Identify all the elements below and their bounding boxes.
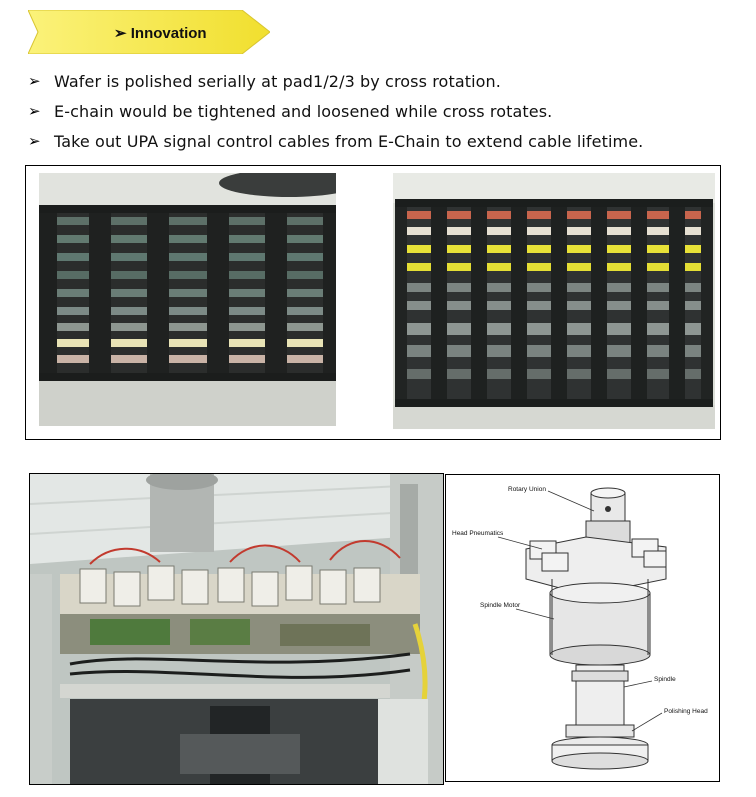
list-item: [28, 66, 748, 96]
machine-photo-frame: [29, 473, 444, 785]
bullet-arrow-icon: ➢: [28, 102, 41, 120]
bullet-arrow-icon: ➢: [28, 132, 41, 150]
banner-label: Innovation: [130, 25, 207, 42]
label-spindle-motor: Spindle Motor: [480, 602, 521, 609]
list-item: [28, 96, 748, 126]
e-chain-photo-after: [393, 173, 715, 429]
section-banner: [28, 10, 270, 54]
bullet-text: Take out UPA signal control cables from E-Chain to extend cable lifetime.: [54, 131, 644, 151]
label-rotary-union: Rotary Union: [508, 486, 546, 493]
banner-title: [114, 24, 207, 42]
e-chain-photo-frame: [25, 165, 721, 440]
banner-arrow-icon: ➢: [114, 25, 127, 42]
polisher-machine-photo-icon: [30, 474, 443, 784]
label-polishing-head: Polishing Head: [664, 708, 708, 715]
e-chain-photo-before: [39, 173, 336, 426]
bullet-list: [28, 66, 748, 156]
e-chain-photo-icon: [393, 173, 715, 429]
label-head-pneumatics: Head Pneumatics: [452, 530, 504, 537]
list-item: [28, 126, 748, 156]
spindle-diagram-frame: [445, 474, 720, 782]
bullet-text: E-chain would be tightened and loosened while cross rotates.: [54, 101, 553, 121]
bullet-arrow-icon: ➢: [28, 72, 41, 90]
spindle-diagram: [446, 475, 719, 781]
e-chain-photo-icon: [39, 173, 336, 426]
bullet-text: Wafer is polished serially at pad1/2/3 by cross rotation.: [54, 71, 501, 91]
label-spindle: Spindle: [654, 676, 676, 683]
